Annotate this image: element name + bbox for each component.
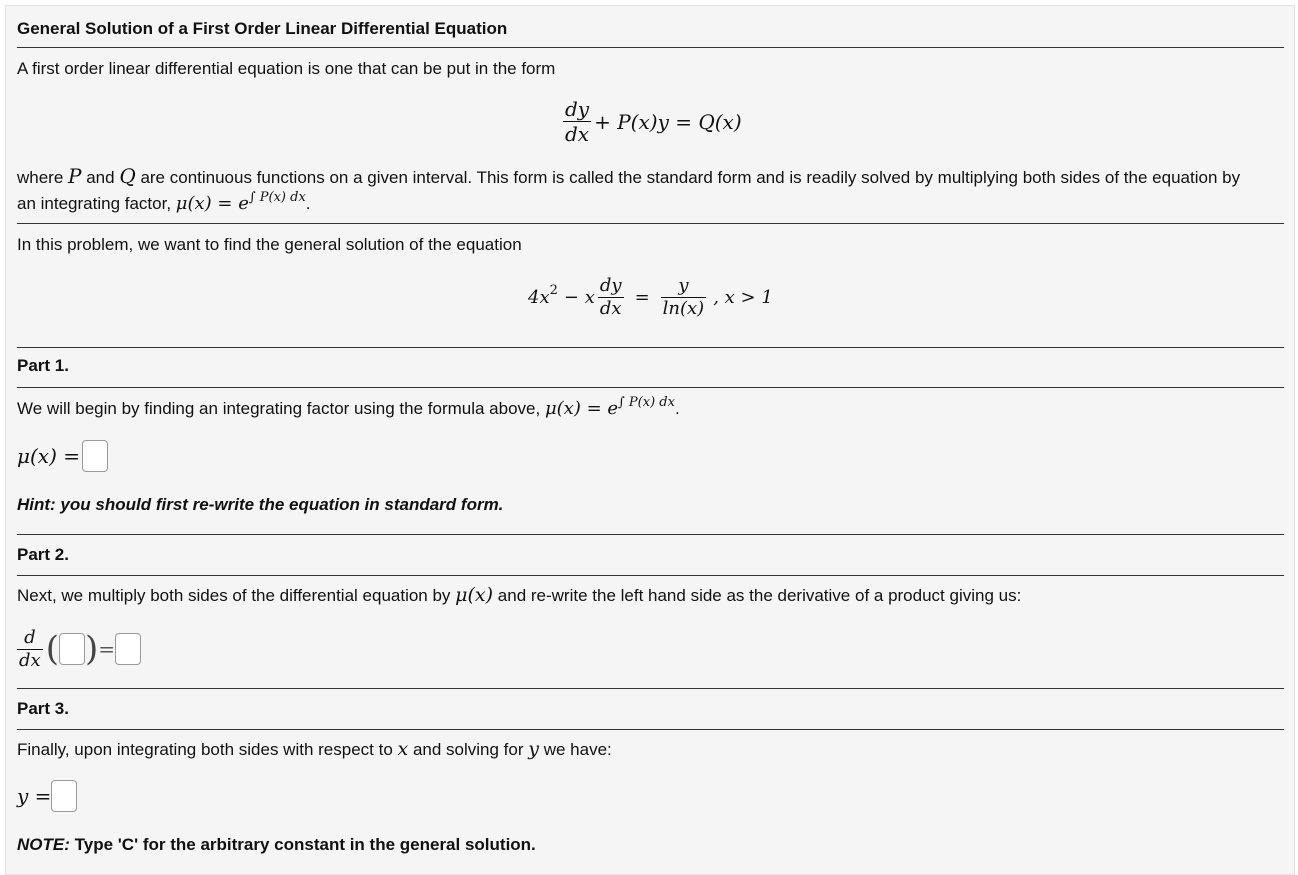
- part3-note: NOTE: Type 'C' for the arbitrary constant in the general solution.: [17, 835, 536, 854]
- y-answer-input[interactable]: [51, 780, 77, 812]
- part1-text: We will begin by finding an integrating factor using the formula above, $\mu(x) = e^{\int P(x) dx}$.: [17, 395, 680, 419]
- dy-dx-fraction: $\frac{dy}{dx}$: [565, 97, 590, 146]
- problem-panel: [5, 5, 1295, 875]
- part3-answer-row: y =: [17, 780, 77, 812]
- y-over-ln-fraction: $\frac{y}{\ln(x)}$: [662, 275, 705, 319]
- divider: [17, 534, 1284, 535]
- divider: [17, 575, 1284, 576]
- rhs-answer-input[interactable]: [115, 633, 141, 665]
- dy-dx-fraction: $\frac{dy}{dx}$: [599, 275, 622, 319]
- divider: [17, 729, 1284, 730]
- mu-answer-input[interactable]: [82, 440, 108, 472]
- product-answer-input[interactable]: [59, 633, 85, 665]
- part1-answer-row: μ(x) =: [17, 440, 108, 472]
- intro-text: A first order linear differential equation is one that can be put in the form: [17, 59, 556, 78]
- integrating-factor-text: an integrating factor, $\mu(x) = e^{\int P(x) dx}$.: [17, 190, 311, 214]
- problem-text: In this problem, we want to find the general solution of the equation: [17, 235, 522, 254]
- divider: [17, 223, 1284, 224]
- divider: [17, 47, 1284, 48]
- page-title: General Solution of a First Order Linear Differential Equation: [17, 19, 508, 38]
- divider: [17, 387, 1284, 388]
- divider: [17, 347, 1284, 348]
- where-text: where P and Q are continuous functions on a given interval. This form is called the standard form and is readily solved by multiplying both sides of the equation by: [17, 164, 1241, 188]
- problem-equation: 4x 2 − x $\frac{dy}{dx}$ = $\frac{y}{\ln(x)}$ , x > 1: [528, 275, 773, 319]
- part3-text: Finally, upon integrating both sides with respect to x and solving for y we have:: [17, 738, 612, 760]
- close-paren: ): [84, 629, 99, 670]
- open-paren: (: [45, 629, 59, 670]
- part2-label: Part 2.: [17, 545, 69, 564]
- part3-label: Part 3.: [17, 699, 69, 718]
- standard-form-equation: [560, 98, 742, 145]
- equation-rest: + P(x)y = Q(x): [594, 109, 742, 134]
- divider: [17, 688, 1284, 689]
- part2-text: Next, we multiply both sides of the differential equation by μ(x) and re-write the left hand side as the derivative of a product giving us:: [17, 584, 1022, 606]
- d-dx-fraction: $\frac{d}{dx}$: [19, 627, 41, 671]
- part1-label: Part 1.: [17, 356, 69, 375]
- part2-answer-row: $\frac{d}{dx}$ ( ) =: [17, 628, 141, 671]
- part1-hint: Hint: you should first re-write the equation in standard form.: [17, 495, 504, 514]
